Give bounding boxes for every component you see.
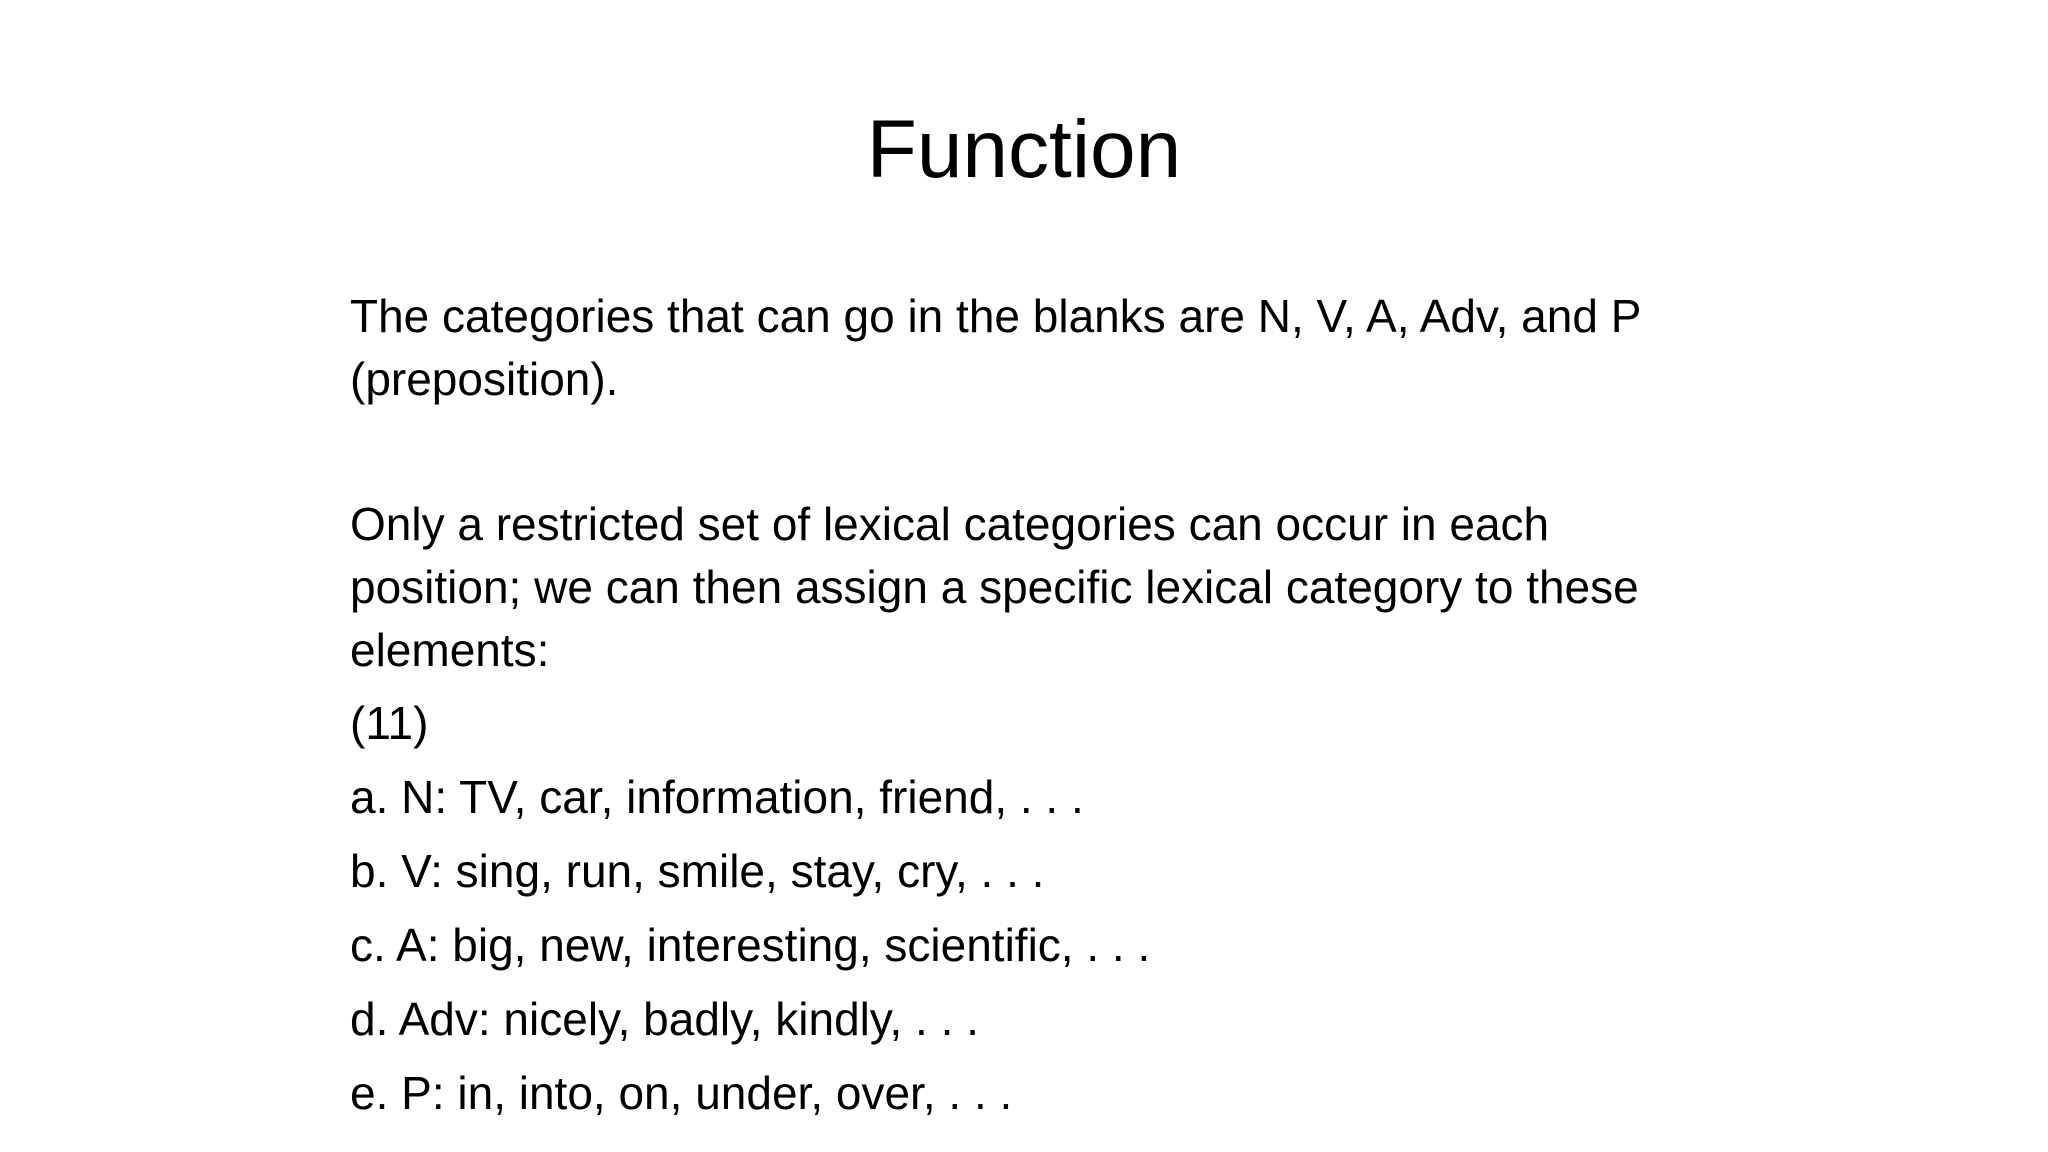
example-number: (11) [350,697,429,749]
example-item-e: e. P: in, into, on, under, over, . . . [350,1067,1013,1119]
example-list [350,766,1720,1125]
slide-body [350,285,1720,1125]
example-item-a: a. N: TV, car, information, friend, . . . [350,771,1084,823]
paragraph-categories: The categories that can go in the blanks are N, V, A, Adv, and P (preposition). [350,290,1641,405]
example-item-d: d. Adv: nicely, badly, kindly, . . . [350,993,979,1045]
example-item-b: b. V: sing, run, smile, stay, cry, . . . [350,845,1045,897]
slide-title: Function [866,104,1182,195]
paragraph-restricted-set: Only a restricted set of lexical categories can occur in each position; we can then assign a specific lexical category to these elements: [350,498,1639,676]
example-item-c: c. A: big, new, interesting, scientific, . . . [350,919,1151,971]
